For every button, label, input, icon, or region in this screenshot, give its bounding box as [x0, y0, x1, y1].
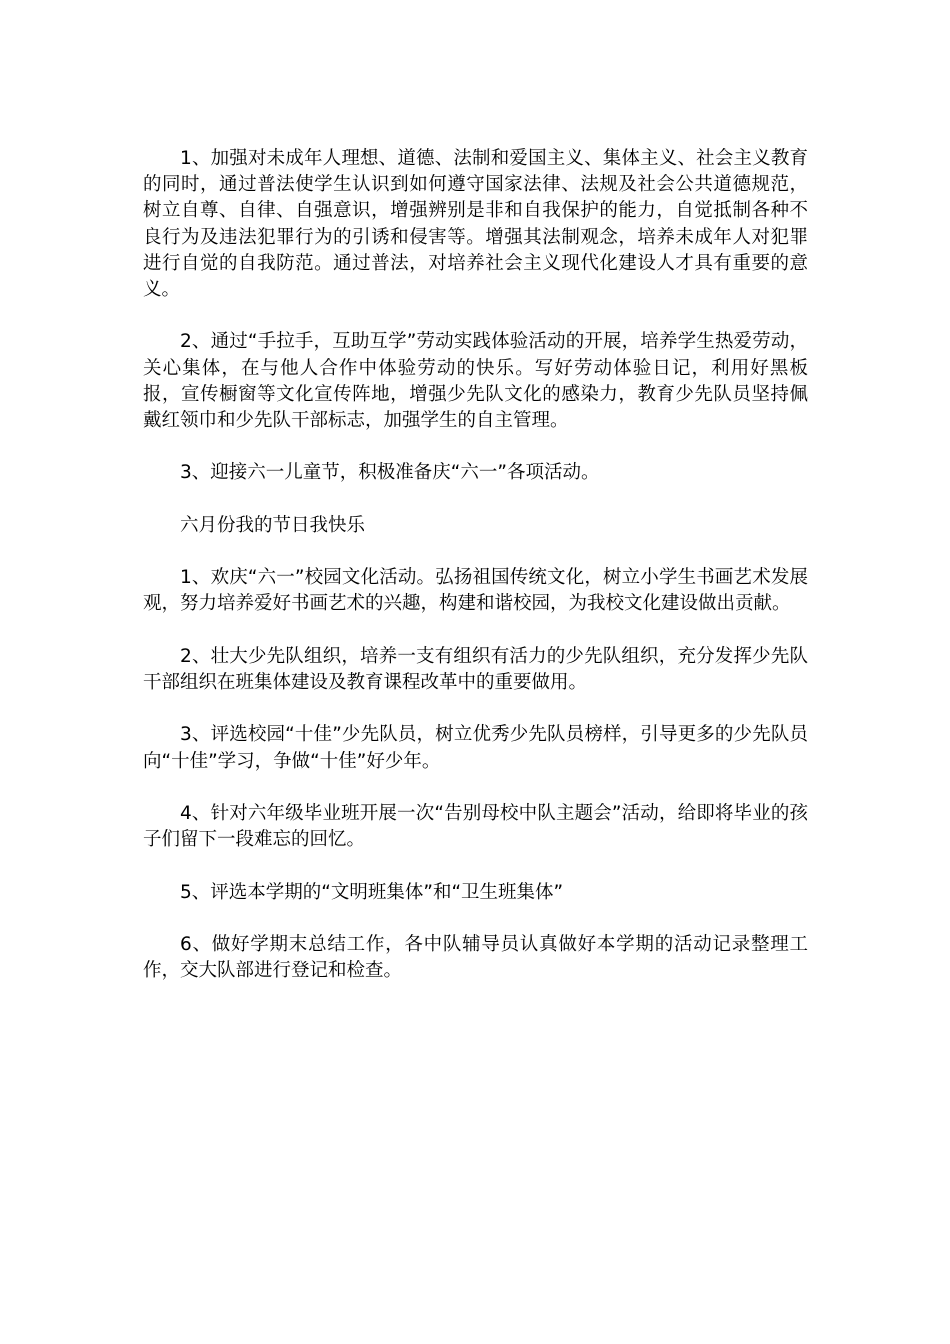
- paragraph-june-2: 2、壮大少先队组织，培养一支有组织有活力的少先队组织，充分发挥少先队干部组织在班集体建设及教育课程改革中的重要做用。: [143, 645, 808, 693]
- paragraph-2: 2、通过“手拉手，互助互学”劳动实践体验活动的开展，培养学生热爱劳动，关心集体，在与他人合作中体验劳动的快乐。写好劳动体验日记，利用好黑板报，宣传橱窗等文化宣传阵地，增强少先队文化的感染力，教育少先队员坚持佩戴红领巾和少先队干部标志，加强学生的自主管理。: [143, 331, 808, 432]
- paragraph-1: 1、加强对未成年人理想、道德、法制和爱国主义、集体主义、社会主义教育的同时，通过普法使学生认识到如何遵守国家法律、法规及社会公共道德规范，树立自尊、自律、自强意识，增强辨别是非和自我保护的能力，自觉抵制各种不良行为及违法犯罪行为的引诱和侵害等。增强其法制观念，培养未成年人对犯罪进行自觉的自我防范。通过普法，对培养社会主义现代化建设人才具有重要的意义。: [143, 148, 808, 301]
- paragraph-june-1: 1、欢庆“六一”校园文化活动。弘扬祖国传统文化，树立小学生书画艺术发展观，努力培养爱好书画艺术的兴趣，构建和谐校园，为我校文化建设做出贡献。: [143, 567, 808, 615]
- paragraph-june-3: 3、评选校园“十佳”少先队员，树立优秀少先队员榜样，引导更多的少先队员向“十佳”学习，争做“十佳”好少年。: [143, 724, 808, 772]
- document-body: [143, 146, 808, 1011]
- paragraph-june-6: 6、做好学期末总结工作，各中队辅导员认真做好本学期的活动记录整理工作，交大队部进行登记和检查。: [143, 933, 808, 982]
- paragraph-june-5: 5、评选本学期的“文明班集体”和“卫生班集体”: [180, 881, 564, 903]
- paragraph-3: 3、迎接六一儿童节，积极准备庆“六一”各项活动。: [180, 462, 600, 484]
- paragraph-june-4: 4、针对六年级毕业班开展一次“告别母校中队主题会”活动，给即将毕业的孩子们留下一段难忘的回忆。: [143, 802, 808, 851]
- section-heading-june: 六月份我的节日我快乐: [180, 514, 366, 536]
